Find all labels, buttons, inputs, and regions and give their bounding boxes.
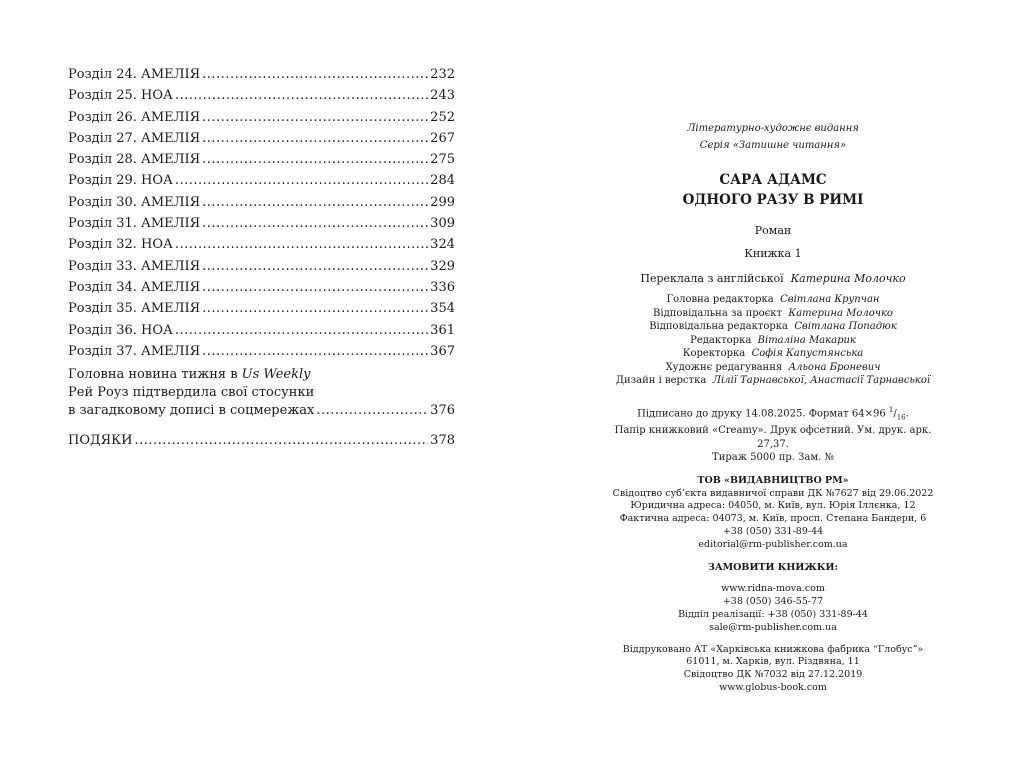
credit-role: Дизайн і верстка (615, 375, 707, 386)
credit-line (608, 347, 938, 361)
author-name: САРА АДАМС (719, 172, 827, 188)
printer-info (608, 644, 938, 695)
toc-dot-leader (175, 170, 428, 191)
credit-line (608, 334, 938, 348)
toc-entry (68, 234, 455, 255)
credit-line (608, 293, 938, 307)
toc-entry (68, 298, 455, 319)
toc-page-number: 336 (430, 279, 455, 295)
format-denominator: 16 (896, 412, 906, 421)
toc-entry (68, 320, 455, 341)
toc-dot-leader (202, 64, 428, 85)
toc-entry-label: Розділ 31. АМЕЛІЯ (68, 216, 201, 232)
format-numerator: 1 (888, 405, 894, 414)
credit-role: Відповідальна редакторка (649, 321, 788, 332)
toc-entry-label: ПОДЯКИ (68, 433, 133, 449)
credit-person: Катерина Молочко (788, 307, 893, 319)
credit-person: Світлана Крупчан (780, 294, 880, 305)
toc-news-line2: Рей Роуз підтвердила свої стосунки (68, 385, 315, 401)
order-line: www.ridna-mova.com (721, 583, 825, 595)
publisher-line: editorial@rm-publisher.com.ua (698, 538, 848, 550)
table-of-contents (68, 64, 455, 451)
credit-person: Лілії Тарнавської, Анастасії Тарнавської (712, 375, 931, 386)
format-end: . (905, 407, 909, 419)
toc-dot-leader (202, 107, 428, 128)
toc-entry-label: Розділ 29. НОА (68, 173, 173, 189)
print-run: Тираж 5000 пр. Зам. № (712, 452, 834, 464)
toc-page-number: 252 (430, 109, 455, 125)
translator-name: Катерина Молочко (790, 272, 906, 285)
edition-type: Літературно-художнє видання (687, 123, 859, 134)
format-separator: / (893, 407, 897, 419)
credit-line (608, 374, 938, 388)
toc-page-number: 232 (430, 67, 455, 82)
printer-line: 61011, м. Харків, вул. Різдвяна, 11 (686, 656, 860, 668)
toc-page-number: 324 (430, 237, 455, 253)
toc-page-number: 329 (430, 258, 455, 274)
printer-line: Віддруковано АТ «Харківська книжкова фабрика “Глобус”» (622, 643, 924, 655)
toc-entry-label: Розділ 32. НОА (68, 237, 173, 253)
translator-line (608, 272, 938, 285)
toc-page-number: 354 (430, 301, 455, 317)
toc-entry (68, 149, 455, 170)
publisher-line: Свідоцтво суб’єкта видавничої справи ДК №7627 від 29.06.2022 (612, 487, 934, 499)
toc-entry (68, 64, 455, 85)
translated-label: Переклала з англійської (640, 272, 784, 285)
publisher-line: Юридична адреса: 04050, м. Київ, вул. Юрія Іллєнка, 12 (630, 500, 916, 512)
toc-entry-label: Розділ 30. АМЕЛІЯ (68, 194, 201, 210)
print-paper: Папір книжковий «Creamy». Друк офсетний. Ум. друк. арк. 27,37. (614, 425, 932, 450)
toc-entry (68, 213, 455, 234)
order-title: ЗАМОВИТИ КНИЖКИ: (708, 561, 838, 573)
toc-news-line3: в загадковому дописі в соцмережах (68, 403, 315, 419)
toc-dot-leader (175, 234, 428, 255)
order-line: sale@rm-publisher.com.ua (709, 621, 837, 633)
toc-page-number: 309 (430, 216, 455, 232)
toc-entry (68, 107, 455, 128)
toc-dot-leader (316, 402, 428, 420)
toc-entry-label: Розділ 37. АМЕЛІЯ (68, 343, 201, 359)
genre: Роман (754, 224, 792, 237)
toc-entry (68, 277, 455, 298)
toc-news-line1-prefix: Головна новина тижня в (68, 367, 242, 383)
print-info (608, 404, 938, 465)
order-line: Відділ реалізації: +38 (050) 331-89-44 (678, 609, 868, 620)
toc-entry-thanks (68, 430, 455, 451)
print-signed (608, 404, 938, 425)
book-number: Книжка 1 (744, 247, 802, 260)
credit-role: Редакторка (690, 334, 752, 346)
printer-line: Свідоцтво ДК №7032 від 27.12.2019 (683, 669, 863, 681)
toc-dot-leader (202, 256, 428, 277)
toc-entry (68, 256, 455, 277)
series-name: Серія «Затишне читання» (699, 140, 847, 151)
credit-person: Софія Капустянська (751, 348, 864, 359)
credit-line (608, 361, 938, 375)
toc-entry (68, 341, 455, 362)
toc-dot-leader (134, 430, 428, 451)
order-line: +38 (050) 346-55-77 (722, 596, 824, 608)
toc-entry (68, 170, 455, 191)
publisher-name: ТОВ «ВИДАВНИЦТВО РМ» (697, 474, 849, 486)
toc-page-number: 243 (430, 88, 455, 104)
toc-entry-label: Розділ 27. АМЕЛІЯ (68, 130, 201, 146)
credit-role: Відповідальна за проєкт (653, 307, 783, 319)
publisher-line: Фактична адреса: 04073, м. Київ, просп. Степана Бандери, 6 (619, 513, 927, 525)
toc-page-number: 299 (430, 194, 455, 210)
toc-dot-leader (202, 192, 428, 213)
toc-dot-leader (175, 85, 428, 106)
toc-entry-label: Розділ 24. АМЕЛІЯ (68, 67, 201, 82)
toc-entry-label: Розділ 25. НОА (68, 88, 173, 104)
toc-dot-leader (202, 298, 428, 319)
credit-role: Художнє редагування (665, 361, 783, 373)
toc-entry (68, 128, 455, 149)
print-signed-text: Підписано до друку 14.08.2025. Формат 64×96 (637, 407, 889, 419)
toc-entry (68, 192, 455, 213)
right-page (512, 0, 1024, 767)
toc-dot-leader (202, 149, 428, 170)
toc-entry-label: Розділ 26. АМЕЛІЯ (68, 109, 201, 125)
toc-entry-label: Розділ 28. АМЕЛІЯ (68, 152, 201, 168)
credits-list (608, 293, 938, 388)
toc-page-number: 284 (430, 173, 455, 189)
printer-line: www.globus-book.com (719, 681, 827, 693)
toc-dot-leader (202, 341, 428, 362)
toc-entry-label: Розділ 34. АМЕЛІЯ (68, 279, 201, 295)
toc-page-number: 275 (430, 152, 455, 168)
toc-page-number: 267 (430, 130, 455, 146)
toc-dot-leader (175, 320, 428, 341)
toc-dot-leader (202, 213, 428, 234)
credit-person: Віталіна Макарик (757, 334, 856, 346)
toc-dot-leader (202, 128, 428, 149)
toc-page-number: 378 (430, 433, 455, 449)
order-info (608, 562, 938, 635)
toc-entry-label: Розділ 36. НОА (68, 322, 173, 338)
toc-dot-leader (202, 277, 428, 298)
publisher-line: +38 (050) 331-89-44 (722, 526, 824, 538)
credit-line (608, 307, 938, 321)
toc-page-number: 361 (430, 322, 455, 338)
book-title: ОДНОГО РАЗУ В РИМІ (682, 192, 864, 208)
credit-line (608, 320, 938, 334)
credit-person: Альона Броневич (788, 361, 881, 373)
publisher-info (608, 475, 938, 552)
toc-page-number: 367 (430, 343, 455, 359)
credit-role: Головна редакторка (666, 294, 774, 305)
toc-entry (68, 85, 455, 106)
toc-entry-news (68, 366, 455, 420)
imprint (608, 120, 938, 695)
toc-entry-label: Розділ 35. АМЕЛІЯ (68, 301, 201, 317)
toc-entry-label: Розділ 33. АМЕЛІЯ (68, 258, 201, 274)
credit-person: Світлана Попадюк (794, 321, 897, 332)
toc-news-magazine: Us Weekly (241, 367, 311, 383)
toc-page-number: 376 (430, 403, 455, 419)
credit-role: Коректорка (682, 348, 746, 359)
